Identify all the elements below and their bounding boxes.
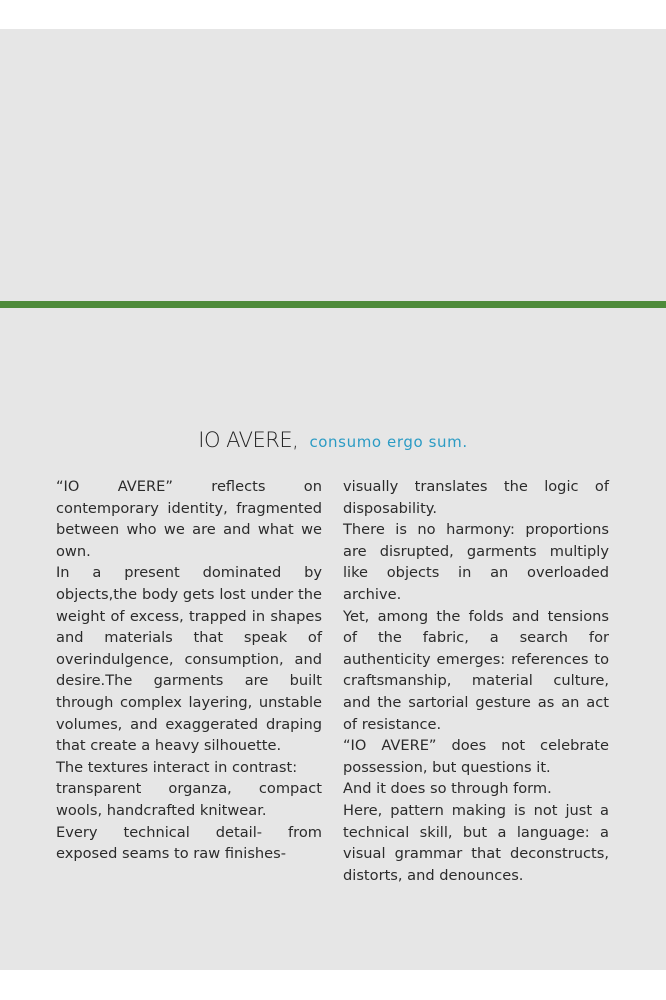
text-column-right — [343, 476, 609, 886]
right-paragraph-3: Yet, among the folds and tensions of the fabric, a search for authenticity emerges: references to craftsmanship, material culture, and the sartorial gesture as an act of resistance. — [343, 607, 609, 733]
right-paragraph-6: Here, pattern making is not just a technical skill, but a language: a visual grammar that deconstructs, distorts, and denounces. — [343, 801, 609, 884]
right-paragraph-2: There is no harmony: proportions are disrupted, garments multiply like objects in an overloaded archive. — [343, 521, 609, 603]
left-paragraph-3: The textures interact in contrast: — [56, 758, 298, 776]
text-column-left — [56, 476, 322, 865]
title-subtitle: consumo ergo sum. — [309, 433, 468, 451]
left-paragraph-2: In a present dominated by objects,the body gets lost under the weight of excess, trapped in shapes and materials that speak of overindulgence, consumption, and desire.The garments are built through complex layering, unstable volumes, and exaggerated draping that create a heavy silhouette. — [56, 564, 322, 755]
title-main: IO AVERE, — [198, 428, 299, 452]
left-paragraph-1: “IO AVERE” reflects on contemporary identity, fragmented between who we are and what we own. — [56, 478, 322, 560]
green-divider-rule — [0, 301, 666, 308]
left-paragraph-5: Every technical detail- from exposed seams to raw finishes- — [56, 823, 322, 863]
section-title — [0, 428, 666, 452]
right-paragraph-5: And it does so through form. — [343, 780, 552, 798]
right-paragraph-4: “IO AVERE” does not celebrate possession, but questions it. — [343, 737, 609, 776]
right-paragraph-1: visually translates the logic of disposability. — [343, 478, 609, 517]
left-paragraph-4: transparent organza, compact wools, handcrafted knitwear. — [56, 780, 322, 819]
